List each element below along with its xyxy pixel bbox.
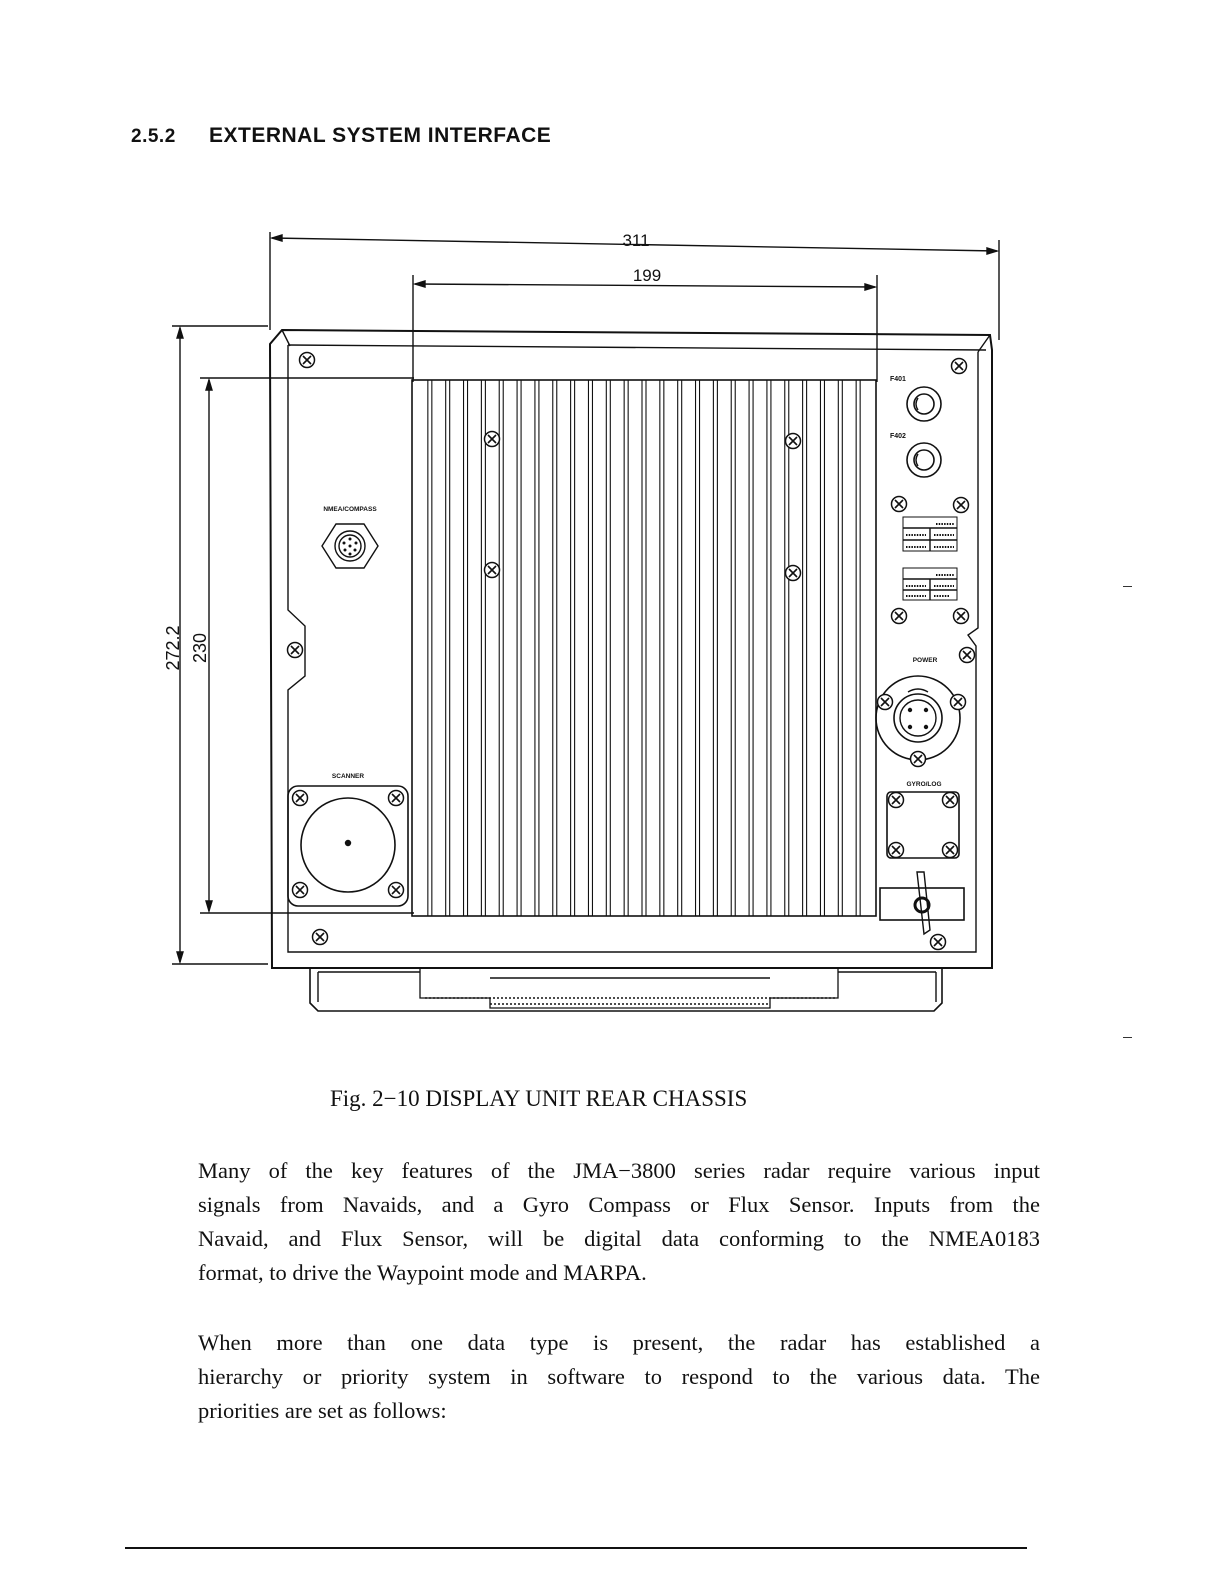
scanner-connector <box>288 773 408 906</box>
paragraph-line: When more than one data type is present, the radar has established a <box>198 1330 1040 1355</box>
dimension-311-label: 311 <box>622 231 650 250</box>
power-connector <box>876 657 966 767</box>
margin-mark <box>1123 586 1132 587</box>
fuse-f402 <box>890 433 941 477</box>
gyro-log-label: GYRO/LOG <box>906 781 942 788</box>
paragraph-line: priorities are set as follows: <box>198 1398 447 1423</box>
fuse-f402-label: F402 <box>890 433 906 440</box>
dimension-overall-height <box>163 326 268 964</box>
paragraph-line: Many of the key features of the JMA−3800 series radar require various input <box>198 1158 1040 1183</box>
info-plate <box>892 497 969 624</box>
base-handle <box>310 968 942 1011</box>
paragraph-line: Navaid, and Flux Sensor, will be digital data conforming to the NMEA0183 <box>198 1226 1040 1251</box>
paragraph-line: signals from Navaids, and a Gyro Compass or Flux Sensor. Inputs from the <box>198 1192 1040 1217</box>
ground-terminal <box>880 872 964 934</box>
paragraph-2 <box>198 1326 1040 1428</box>
chassis-screws <box>288 353 975 950</box>
paragraph-line: hierarchy or priority system in software to respond to the various data. The <box>198 1364 1040 1389</box>
paragraph-line: format, to drive the Waypoint mode and MARPA. <box>198 1260 647 1285</box>
margin-mark <box>1123 1037 1132 1038</box>
heat-sink-fins <box>412 380 876 916</box>
chassis-outline <box>270 330 992 968</box>
power-label: POWER <box>912 657 938 664</box>
footer-rule <box>125 1547 1027 1549</box>
nmea-compass-label: NMEA/COMPASS <box>323 506 377 513</box>
paragraph-1 <box>198 1154 1040 1290</box>
dimension-230-label: 230 <box>190 632 210 664</box>
rear-chassis-drawing <box>155 220 1015 1040</box>
scanner-label: SCANNER <box>331 773 365 780</box>
dimension-fin-width <box>413 266 877 382</box>
nmea-compass-connector <box>322 506 378 568</box>
figure-caption: Fig. 2−10 DISPLAY UNIT REAR CHASSIS <box>330 1086 748 1111</box>
section-title: EXTERNAL SYSTEM INTERFACE <box>209 124 552 147</box>
section-number: 2.5.2 <box>131 126 176 147</box>
dimension-272-label: 272.2 <box>163 625 183 671</box>
dimension-199-label: 199 <box>632 266 662 285</box>
gyro-log-connector <box>887 781 959 858</box>
fuse-f401-label: F401 <box>890 376 906 383</box>
fuse-f401 <box>890 376 941 421</box>
section-heading <box>131 124 551 148</box>
